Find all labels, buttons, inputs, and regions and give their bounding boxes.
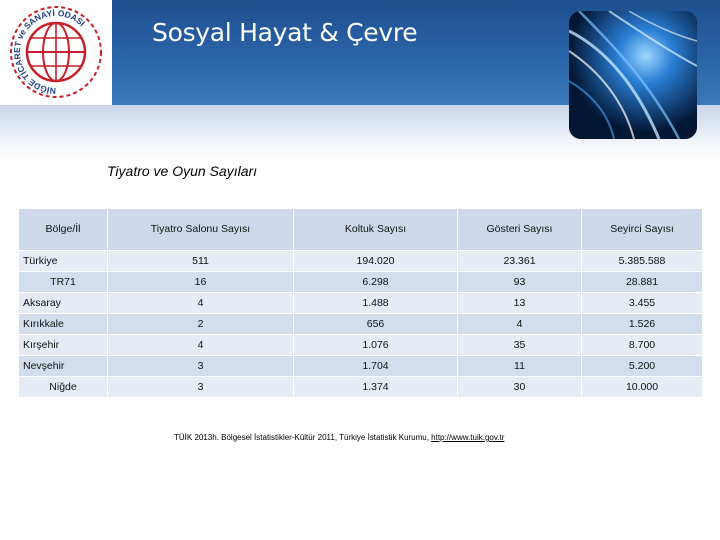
table-row [19,335,703,356]
header-seats: Koltuk Sayısı [294,209,458,251]
seats-cell: 656 [294,314,458,335]
halls-cell: 3 [108,356,294,377]
region-cell: Türkiye [19,251,108,272]
audience-cell: 5.200 [582,356,703,377]
logo-container [0,0,112,105]
source-text: TÜİK 2013h. Bölgesel İstatistikler-Kültür 2011, Türkiye İstatistik Kurumu, [174,433,432,442]
halls-cell: 16 [108,272,294,293]
seats-cell: 1.488 [294,293,458,314]
region-cell: TR71 [19,272,108,293]
region-cell: Kırıkkale [19,314,108,335]
audience-cell: 1.526 [582,314,703,335]
halls-cell: 2 [108,314,294,335]
halls-cell: 3 [108,377,294,398]
table-row [19,314,703,335]
theatre-statistics-table [18,208,703,398]
header-performances: Gösteri Sayısı [458,209,582,251]
audience-cell: 5.385.588 [582,251,703,272]
halls-cell: 511 [108,251,294,272]
seats-cell: 1.704 [294,356,458,377]
light-streaks-image [569,11,697,139]
performances-cell: 30 [458,377,582,398]
region-cell: Nevşehir [19,356,108,377]
seats-cell: 1.374 [294,377,458,398]
performances-cell: 23.361 [458,251,582,272]
audience-cell: 28.881 [582,272,703,293]
page-title: Sosyal Hayat & Çevre [152,18,418,47]
audience-cell: 10.000 [582,377,703,398]
header-region: Bölge/İl [19,209,108,251]
halls-cell: 4 [108,335,294,356]
seats-cell: 1.076 [294,335,458,356]
chamber-logo [2,2,110,102]
performances-cell: 4 [458,314,582,335]
tuik-link[interactable]: http://www.tuik.gov.tr [431,433,505,442]
audience-cell: 3.455 [582,293,703,314]
table-row [19,272,703,293]
table-header-row [19,209,703,251]
performances-cell: 11 [458,356,582,377]
table-row [19,251,703,272]
decorative-photo [569,11,697,139]
region-cell: Aksaray [19,293,108,314]
table-row [19,356,703,377]
header-audience: Seyirci Sayısı [582,209,703,251]
performances-cell: 13 [458,293,582,314]
region-cell: Kırşehir [19,335,108,356]
header-theatre-halls: Tiyatro Salonu Sayısı [108,209,294,251]
source-note [174,433,504,442]
performances-cell: 35 [458,335,582,356]
table-title: Tiyatro ve Oyun Sayıları [107,163,258,179]
halls-cell: 4 [108,293,294,314]
logo-ring-text: NİĞDE TİCARET ve SANAYİ ODASI [11,7,88,97]
region-cell: Niğde [19,377,108,398]
seats-cell: 194.020 [294,251,458,272]
table-row [19,377,703,398]
seats-cell: 6.298 [294,272,458,293]
table-row [19,293,703,314]
performances-cell: 93 [458,272,582,293]
audience-cell: 8.700 [582,335,703,356]
